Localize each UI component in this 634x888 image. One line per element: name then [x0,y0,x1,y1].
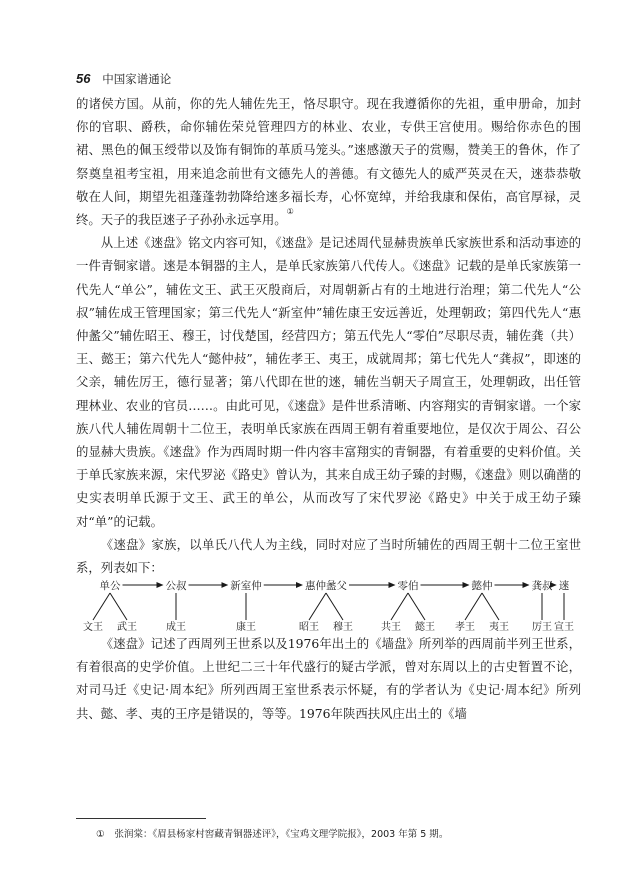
footnote-ref[interactable]: ① [286,207,294,217]
branch-line [465,593,482,620]
main-text [76,92,581,579]
branch-line [482,593,499,620]
paragraph-1: 的诸侯方国。从前，你的先人辅佐先王，恪尽职守。现在我遵循你的先祖，重申册命，加封你的官职、爵秩，命你辅佐荣兑管理四方的林业、农业，专供王宫使用。赐给你赤色的围裙、黑色的佩玉绶带以及饰有铜饰的革质马笼头。”逨感激天子的赏赐，赞美王的鲁休，作了祭奠皇祖考宝祖，用来追念前世有文德先人的善德。有文德先人的威严英灵在天，逨恭恭敬敬在人间，期望先祖蓬蓬勃勃降给逨多福长寿，心怀宽绰，并给我康和保佑，高官厚禄，灵终。天子的我臣逨子子孙孙永远享用。① [76,96,581,228]
king-name: 康王 [236,622,256,633]
king-name: 懿王 [415,622,435,633]
king-name: 文王 [83,622,103,633]
king-name: 夷王 [489,622,509,633]
paragraph-2: 从上述《逨盘》铭文内容可知，《逨盘》是记述周代显赫贵族单氏家族世系和活动事迹的一件青铜家谱。逨是本铜器的主人，是单氏家族第八代传人。《逨盘》记载的是单氏家族第一代先人“单公”，辅佐文王、武王灭殷商后，对周朝新占有的土地进行治理；第二代先人“公叔”辅佐成王管理国家；第三代先人“新室仲”辅佐康王安远善近，处理朝政；第四代先人“惠仲盠父”辅佐昭王、穆王，讨伐楚国，经营四方；第五代先人“零伯”尽职尽责，辅佐龚（共）王、懿王；第六代先人“懿仲敊”，辅佐孝王、夷王，成就周邦；第七代先人“龚叔”，即逨的父亲，辅佐厉王，德行显著；第八代即在世的逨，辅佐当朝天子周宣王，处理朝政，出任管理林业、农业的官员……。由此可见，《逨盘》是件世系清晰、内容翔实的青铜家谱。一个家族八代人辅佐周朝十二位王，表明单氏家族在西周王朝有着重要地位，是仅次于周公、召公的显赫大贵族。《逨盘》作为西周时期一件内容丰富翔实的青铜器，有着重要的史料价值。关于单氏家族来源，宋代罗泌《路史》曾认为，其来自成王幼子臻的封赐，《逨盘》则以确凿的史实表明单氏源于文王、武王的单公，从而改写了宋代罗泌《路史》中关于成王幼子臻对“单”的记载。 [76,235,581,529]
page-header [76,71,171,87]
paragraph-4: 《逨盘》记述了西周列王世系以及1976年出土的《墙盘》所列举的西周前半列王世系，有着很高的史学价值。上世纪二三十年代盛行的疑古学派，曾对东周以上的古史暂置不论，对司马迁《史记·周本纪》所列西周王室世系表示怀疑，有的学者认为《史记·周本纪》所列共、懿、孝、夷的王序是错误的，等等。1976年陕西扶风庄出土的《墙 [76,636,581,721]
footnote-mark: ① [96,829,105,840]
footnote [96,826,448,840]
branch-line [93,593,110,620]
king-name: 孝王 [455,622,475,633]
paragraph-3: 《逨盘》家族，以单氏八代人为主线，同时对应了当时所辅佐的西周王朝十二位王室世系，列表如下： [76,536,581,576]
generation-name: 零伯 [397,580,419,592]
king-name: 武王 [117,622,137,633]
generation-name: 惠仲盠父 [305,580,347,592]
king-name: 穆王 [333,622,353,633]
generation-name: 新室仲 [230,580,262,592]
footnote-divider [76,818,206,819]
generation-name: 懿仲 [471,580,493,592]
book-title: 中国家谱通论 [102,72,172,86]
generation-name: 单公 [99,580,121,592]
main-text-continued [76,632,581,725]
king-name: 昭王 [299,622,319,633]
king-name: 宣王 [554,622,574,633]
page-number: 56 [76,71,91,86]
king-name: 厉王 [532,622,552,633]
branch-line [326,593,343,620]
branch-line [408,593,425,620]
lineage-chart [82,578,582,640]
footnote-text: 张润棠：《眉县杨家村窖藏青铜器述评》，《宝鸡文理学院报》，2003 年第 5 期。 [114,829,449,840]
king-name: 共王 [381,622,401,633]
generation-name: 龚叔 [531,580,553,592]
branch-line [110,593,127,620]
king-name: 成王 [166,622,186,633]
lineage-diagram [82,578,582,640]
branch-line [309,593,326,620]
branch-line [391,593,408,620]
generation-name: 公叔 [165,580,187,592]
generation-name: 逨 [558,580,570,592]
